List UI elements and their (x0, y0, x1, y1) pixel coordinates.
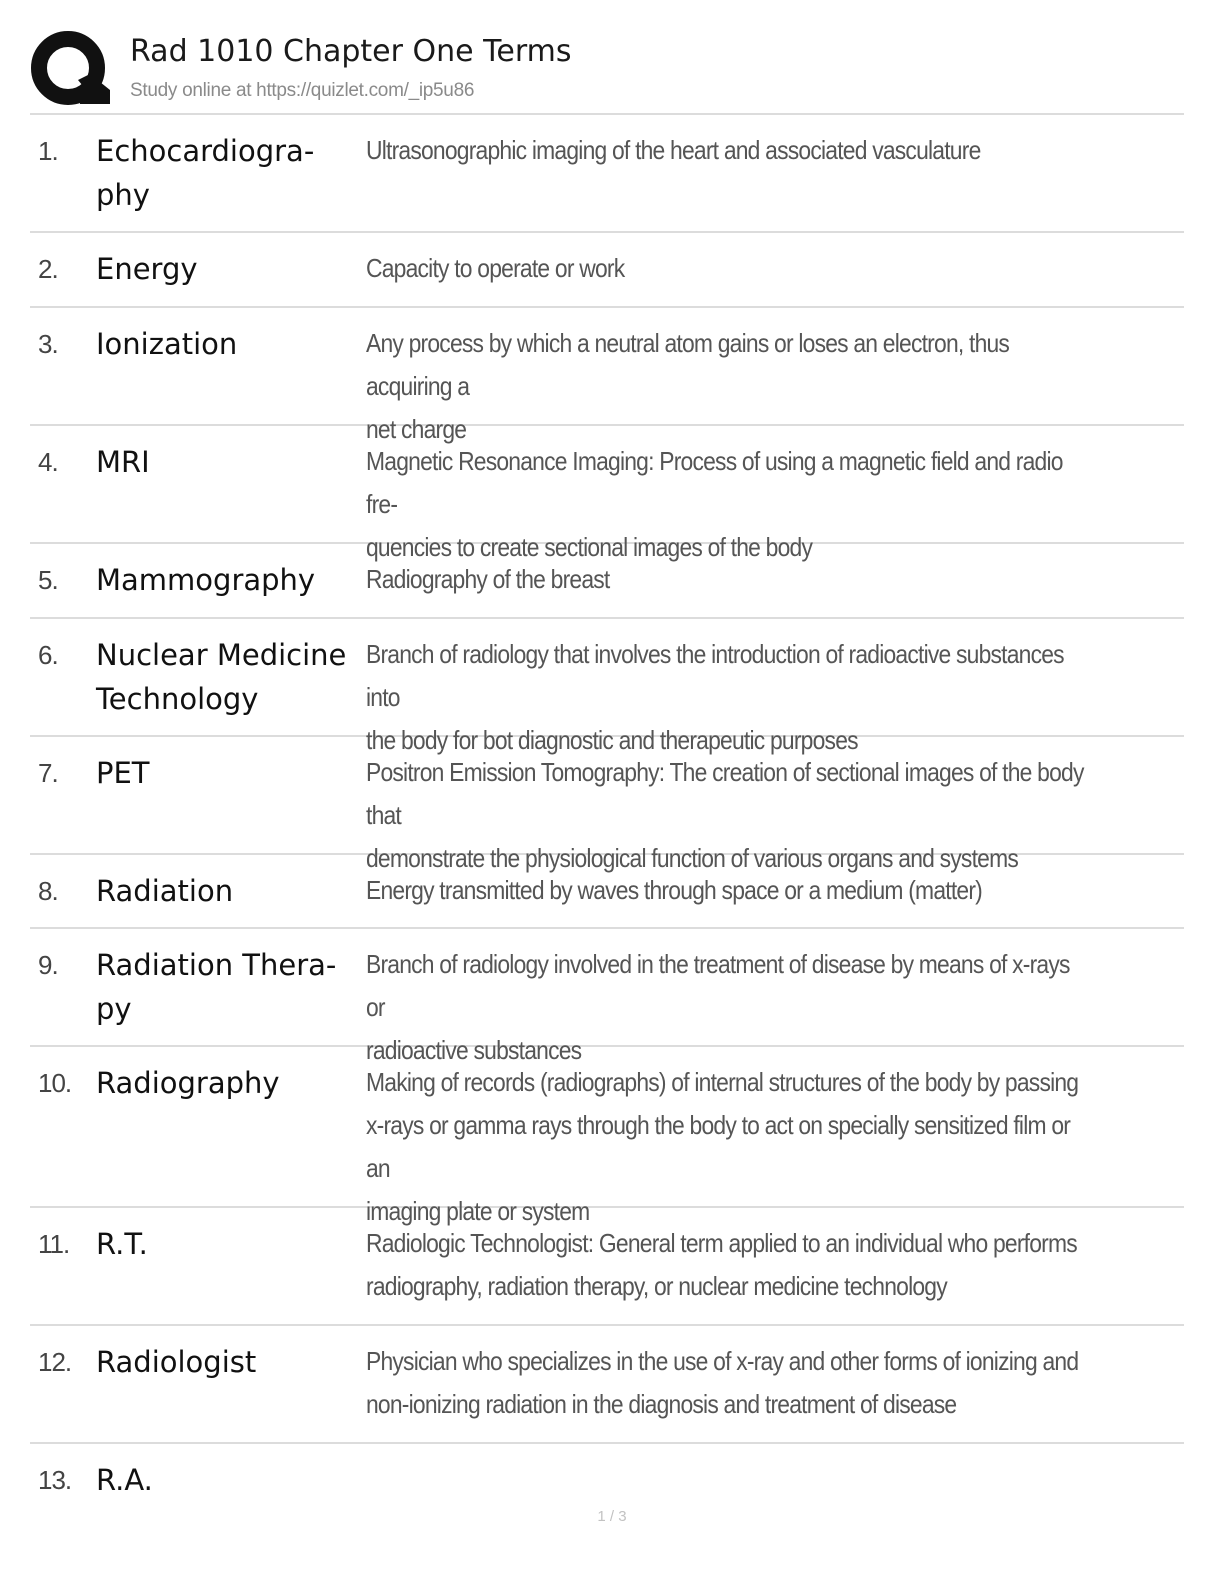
term-row-1 (30, 115, 1184, 233)
term-title: Radiation Thera- py (96, 948, 337, 1026)
term-title: R.T. (96, 1227, 148, 1261)
term-title: Nuclear Medicine Technology (96, 638, 347, 716)
term-title: Energy (96, 252, 198, 286)
term-title: R.A. (96, 1463, 153, 1497)
terms-list (30, 115, 1184, 1514)
page-header (30, 28, 1184, 112)
term-row-9 (30, 929, 1184, 1065)
term-definition: Any process by which a neutral atom gains or loses an electron, thus acquiring a net charge (366, 328, 1010, 444)
term-row-12 (30, 1326, 1184, 1444)
term-row-11 (30, 1208, 1184, 1326)
page-title: Rad 1010 Chapter One Terms (130, 34, 572, 69)
term-definition: Physician who specializes in the use of x-ray and other forms of ionizing and non-ionizing radiation in the diagnosis and treatment of disease (366, 1346, 1079, 1419)
term-title: Radiologist (96, 1345, 257, 1379)
term-number: 5. (38, 565, 58, 595)
term-number: 7. (38, 758, 58, 788)
quizlet-q-logo-icon (30, 30, 110, 110)
term-number: 1. (38, 136, 58, 166)
term-definition: Radiologic Technologist: General term applied to an individual who performs radiography, radiation therapy, or nuclear medicine technology (366, 1228, 1077, 1301)
term-number: 13. (38, 1465, 72, 1495)
term-number: 6. (38, 640, 58, 670)
term-definition: Capacity to operate or work (366, 253, 625, 283)
term-number: 10. (38, 1068, 72, 1098)
term-number: 11. (38, 1229, 70, 1259)
term-number: 3. (38, 329, 58, 359)
term-title: MRI (96, 445, 150, 479)
term-row-2 (30, 233, 1184, 308)
term-definition: Ultrasonographic imaging of the heart and associated vasculature (366, 135, 981, 165)
term-number: 4. (38, 447, 58, 477)
term-number: 12. (38, 1347, 72, 1377)
study-online-link[interactable]: Study online at https://quizlet.com/_ip5u86 (130, 80, 475, 101)
term-number: 2. (38, 254, 58, 284)
term-title: Radiation (96, 874, 234, 908)
term-definition: Energy transmitted by waves through space or a medium (matter) (366, 875, 982, 905)
term-row-4 (30, 426, 1184, 562)
term-definition: Radiography of the breast (366, 564, 610, 594)
term-definition: Making of records (radiographs) of internal structures of the body by passing x-rays or gamma rays through the body to act on specially sensitized film or an imaging plate or system (366, 1067, 1079, 1226)
term-definition: Branch of radiology that involves the introduction of radioactive substances into the body for bot diagnostic and therapeutic purposes (366, 639, 1064, 755)
page-number: 1 / 3 (597, 1508, 627, 1525)
term-title: Echocardiogra- phy (96, 134, 315, 212)
term-definition: Positron Emission Tomography: The creation of sectional images of the body that demonstrate the physiological function of various organs and systems (366, 757, 1084, 873)
term-row-3 (30, 308, 1184, 444)
term-row-7 (30, 737, 1184, 873)
term-row-10 (30, 1047, 1184, 1226)
term-number: 9. (38, 950, 58, 980)
term-title: Radiography (96, 1066, 280, 1100)
term-row-13 (30, 1444, 1184, 1514)
term-definition: Branch of radiology involved in the treatment of disease by means of x-rays or radioactive substances (366, 949, 1070, 1065)
term-definition: Magnetic Resonance Imaging: Process of using a magnetic field and radio fre- quencies to create sectional images of the body (366, 446, 1063, 562)
term-number: 8. (38, 876, 58, 906)
term-title: Mammography (96, 563, 316, 597)
term-title: PET (96, 756, 150, 790)
term-title: Ionization (96, 327, 238, 361)
term-row-6 (30, 619, 1184, 755)
